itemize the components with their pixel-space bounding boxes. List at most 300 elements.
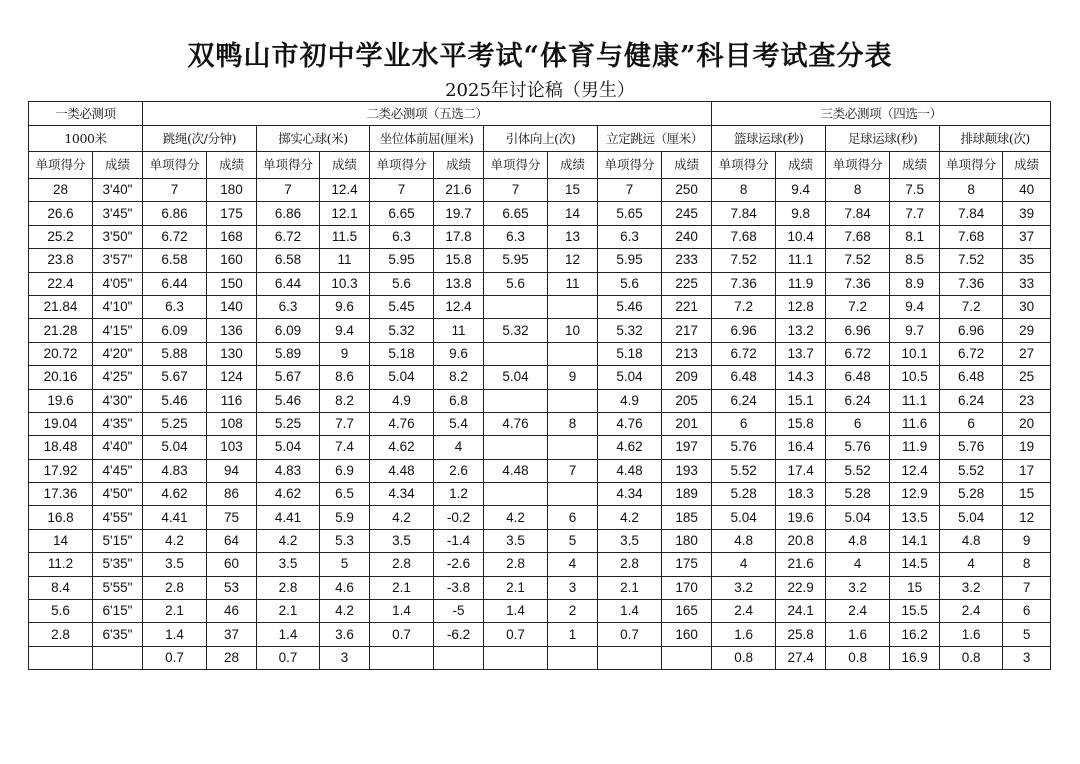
score-cell: 1.6 (826, 623, 890, 646)
score-cell: 7.36 (712, 272, 776, 295)
score-cell: 6.24 (940, 389, 1003, 412)
result-cell: 9 (320, 342, 370, 365)
score-cell: 4.34 (370, 483, 434, 506)
score-cell: 2.1 (143, 600, 207, 623)
score-cell: 6 (940, 412, 1003, 435)
score-cell: 5.18 (370, 342, 434, 365)
result-cell: 94 (207, 459, 257, 482)
score-cell: 5.28 (712, 483, 776, 506)
result-cell: 27 (1003, 342, 1051, 365)
result-cell: 180 (662, 529, 712, 552)
score-cell: 4.41 (257, 506, 320, 529)
result-cell: 108 (207, 412, 257, 435)
score-cell: 6.44 (257, 272, 320, 295)
score-cell: 6.48 (940, 366, 1003, 389)
result-cell: 180 (207, 179, 257, 202)
result-cell: 8.1 (890, 225, 940, 248)
result-cell: 3'45" (93, 202, 143, 225)
result-cell: 201 (662, 412, 712, 435)
result-cell: 21.6 (434, 179, 484, 202)
result-cell: 175 (662, 553, 712, 576)
result-cell: 18.3 (776, 483, 826, 506)
score-cell: 7.2 (712, 295, 776, 318)
result-cell: 209 (662, 366, 712, 389)
score-cell (29, 646, 93, 669)
score-cell: 4.8 (940, 529, 1003, 552)
score-cell: 7.52 (712, 249, 776, 272)
score-cell: 6.24 (712, 389, 776, 412)
score-cell: 22.4 (29, 272, 93, 295)
score-cell: 0.7 (598, 623, 662, 646)
score-cell: 4.2 (370, 506, 434, 529)
score-cell: 5.25 (143, 412, 207, 435)
event-header-cell: 1000米 (29, 126, 143, 152)
score-cell: 1.4 (370, 600, 434, 623)
score-cell: 5.18 (598, 342, 662, 365)
score-cell: 5.46 (143, 389, 207, 412)
result-cell: 6'15" (93, 600, 143, 623)
result-cell: 4'55" (93, 506, 143, 529)
result-cell: -5 (434, 600, 484, 623)
score-column-header: 单项得分 (370, 152, 434, 179)
score-cell: 0.7 (143, 646, 207, 669)
score-cell: 5.45 (370, 295, 434, 318)
score-cell: 4.2 (484, 506, 548, 529)
score-table (28, 101, 1051, 670)
result-cell: 233 (662, 249, 712, 272)
score-cell: 6.72 (826, 342, 890, 365)
result-cell (548, 342, 598, 365)
result-cell: 160 (662, 623, 712, 646)
result-cell: 12 (548, 249, 598, 272)
result-cell: 13.5 (890, 506, 940, 529)
score-cell: 2.8 (484, 553, 548, 576)
result-cell: 15.8 (776, 412, 826, 435)
score-cell: 5.95 (598, 249, 662, 272)
result-cell: 27.4 (776, 646, 826, 669)
result-cell: 15.1 (776, 389, 826, 412)
score-column-header: 单项得分 (143, 152, 207, 179)
result-cell: 21.6 (776, 553, 826, 576)
result-cell: 37 (207, 623, 257, 646)
result-cell: 11.1 (890, 389, 940, 412)
score-cell (484, 646, 548, 669)
result-cell: 8.9 (890, 272, 940, 295)
result-cell: 15 (548, 179, 598, 202)
table-row (29, 272, 1051, 295)
result-cell: 217 (662, 319, 712, 342)
score-cell: 11.2 (29, 553, 93, 576)
score-cell: 4.76 (598, 412, 662, 435)
score-cell: 6.58 (257, 249, 320, 272)
table-row (29, 412, 1051, 435)
score-column-header: 单项得分 (712, 152, 776, 179)
score-cell: 4 (712, 553, 776, 576)
score-cell: 8 (940, 179, 1003, 202)
score-cell: 3.5 (484, 529, 548, 552)
score-cell (484, 295, 548, 318)
score-cell: 7.84 (712, 202, 776, 225)
result-cell: 10.5 (890, 366, 940, 389)
result-cell: 60 (207, 553, 257, 576)
score-cell: 8 (712, 179, 776, 202)
score-cell: 5.46 (257, 389, 320, 412)
event-header-cell: 排球颠球(次) (940, 126, 1051, 152)
score-cell: 1.4 (598, 600, 662, 623)
score-cell: 5.89 (257, 342, 320, 365)
table-row (29, 646, 1051, 669)
score-cell: 4 (940, 553, 1003, 576)
score-cell: 5.04 (826, 506, 890, 529)
score-cell: 7.68 (940, 225, 1003, 248)
score-cell: 25.2 (29, 225, 93, 248)
score-cell: 5.76 (712, 436, 776, 459)
score-cell: 7.84 (826, 202, 890, 225)
result-cell: 5'15" (93, 529, 143, 552)
result-column-header: 成绩 (890, 152, 940, 179)
result-cell: 75 (207, 506, 257, 529)
score-cell: 5.76 (826, 436, 890, 459)
result-cell: 9.4 (890, 295, 940, 318)
result-cell: 4'50" (93, 483, 143, 506)
result-cell: 1 (548, 623, 598, 646)
result-cell: 9.6 (320, 295, 370, 318)
result-cell (434, 646, 484, 669)
result-cell: 6.5 (320, 483, 370, 506)
score-cell: 6.96 (940, 319, 1003, 342)
score-cell: 18.48 (29, 436, 93, 459)
result-cell: 3 (548, 576, 598, 599)
result-cell: 205 (662, 389, 712, 412)
score-cell: 20.16 (29, 366, 93, 389)
score-cell: 5.04 (598, 366, 662, 389)
result-cell: 17.8 (434, 225, 484, 248)
result-cell: 8.2 (434, 366, 484, 389)
result-cell: 8.5 (890, 249, 940, 272)
score-cell: 5.6 (598, 272, 662, 295)
score-cell: 16.8 (29, 506, 93, 529)
event-header-cell: 引体向上(次) (484, 126, 598, 152)
score-cell: 2.8 (29, 623, 93, 646)
score-cell: 19.6 (29, 389, 93, 412)
result-cell: 3'57" (93, 249, 143, 272)
score-cell (484, 436, 548, 459)
score-cell: 4.9 (598, 389, 662, 412)
score-cell: 4.34 (598, 483, 662, 506)
score-cell: 2.8 (370, 553, 434, 576)
score-cell: 2.8 (598, 553, 662, 576)
result-cell: 4'45" (93, 459, 143, 482)
score-cell: 26.6 (29, 202, 93, 225)
table-row (29, 436, 1051, 459)
result-cell: 7.7 (320, 412, 370, 435)
score-cell: 1.4 (143, 623, 207, 646)
score-cell: 6.3 (598, 225, 662, 248)
table-row (29, 459, 1051, 482)
event-header-cell: 足球运球(秒) (826, 126, 940, 152)
score-cell: 5.04 (484, 366, 548, 389)
group-header-row (29, 102, 1051, 126)
result-cell (548, 436, 598, 459)
result-cell: 11.6 (890, 412, 940, 435)
score-cell: 6.72 (940, 342, 1003, 365)
score-cell: 4.76 (484, 412, 548, 435)
score-cell: 0.8 (826, 646, 890, 669)
score-cell: 5.6 (370, 272, 434, 295)
table-row (29, 576, 1051, 599)
score-cell: 4.62 (257, 483, 320, 506)
table-row (29, 249, 1051, 272)
score-cell: 7 (143, 179, 207, 202)
score-cell: 3.5 (143, 553, 207, 576)
score-cell: 7 (257, 179, 320, 202)
score-cell: 6.3 (370, 225, 434, 248)
result-cell: 11.1 (776, 249, 826, 272)
score-column-header: 单项得分 (257, 152, 320, 179)
score-column-header: 单项得分 (29, 152, 93, 179)
result-cell: 6.8 (434, 389, 484, 412)
score-cell: 5.6 (29, 600, 93, 623)
score-cell: 7 (598, 179, 662, 202)
score-column-header: 单项得分 (940, 152, 1003, 179)
result-cell: 22.9 (776, 576, 826, 599)
score-cell: 4.9 (370, 389, 434, 412)
score-cell: 2.4 (712, 600, 776, 623)
score-cell: 5.52 (826, 459, 890, 482)
score-cell (370, 646, 434, 669)
table-row (29, 483, 1051, 506)
result-cell: 14.3 (776, 366, 826, 389)
result-cell: 5'55" (93, 576, 143, 599)
score-cell: 8 (826, 179, 890, 202)
score-cell: 5.95 (484, 249, 548, 272)
score-cell: 23.8 (29, 249, 93, 272)
result-cell: 3'40" (93, 179, 143, 202)
score-cell: 5.67 (143, 366, 207, 389)
score-cell: 5.95 (370, 249, 434, 272)
result-cell: 16.9 (890, 646, 940, 669)
result-cell: 168 (207, 225, 257, 248)
result-cell: 5.4 (434, 412, 484, 435)
result-cell: 2.6 (434, 459, 484, 482)
table-row (29, 529, 1051, 552)
score-cell: 5.28 (940, 483, 1003, 506)
table-row (29, 295, 1051, 318)
score-cell: 5.76 (940, 436, 1003, 459)
result-cell: 170 (662, 576, 712, 599)
score-cell: 6.58 (143, 249, 207, 272)
result-cell: 11.9 (890, 436, 940, 459)
score-cell: 5.32 (598, 319, 662, 342)
result-cell: 25.8 (776, 623, 826, 646)
score-cell: 21.84 (29, 295, 93, 318)
score-cell: 4.2 (143, 529, 207, 552)
result-cell: 5 (548, 529, 598, 552)
score-cell: 2.1 (598, 576, 662, 599)
score-cell: 5.04 (940, 506, 1003, 529)
score-cell: 17.36 (29, 483, 93, 506)
score-cell: 3.5 (257, 553, 320, 576)
result-cell: 175 (207, 202, 257, 225)
result-cell: 130 (207, 342, 257, 365)
score-cell: 7.52 (826, 249, 890, 272)
result-cell: 8 (548, 412, 598, 435)
score-cell: 4 (826, 553, 890, 576)
score-cell: 6.96 (826, 319, 890, 342)
table-row (29, 319, 1051, 342)
score-cell: 4.83 (257, 459, 320, 482)
score-cell: 7.2 (826, 295, 890, 318)
result-cell: 165 (662, 600, 712, 623)
score-cell: 3.2 (712, 576, 776, 599)
result-cell: 193 (662, 459, 712, 482)
score-cell: 21.28 (29, 319, 93, 342)
result-cell: 9 (548, 366, 598, 389)
result-cell: 13 (548, 225, 598, 248)
result-cell: 33 (1003, 272, 1051, 295)
result-cell: 10.4 (776, 225, 826, 248)
result-cell: 160 (207, 249, 257, 272)
score-cell: 17.92 (29, 459, 93, 482)
result-cell: 3 (1003, 646, 1051, 669)
score-cell: 14 (29, 529, 93, 552)
result-cell: 86 (207, 483, 257, 506)
score-cell: 4.62 (370, 436, 434, 459)
result-cell: 11 (434, 319, 484, 342)
result-cell: 11 (320, 249, 370, 272)
result-cell: 13.8 (434, 272, 484, 295)
result-cell: 7.7 (890, 202, 940, 225)
result-cell: 10 (548, 319, 598, 342)
score-cell: 6.3 (143, 295, 207, 318)
score-cell: 5.28 (826, 483, 890, 506)
result-cell: 221 (662, 295, 712, 318)
document-title: 双鸭山市初中学业水平考试“体育与健康”科目考试查分表 (187, 41, 893, 72)
result-column-header: 成绩 (434, 152, 484, 179)
score-column-header: 单项得分 (598, 152, 662, 179)
score-cell: 5.88 (143, 342, 207, 365)
result-cell: 17.4 (776, 459, 826, 482)
result-cell: 7 (1003, 576, 1051, 599)
result-cell (548, 295, 598, 318)
result-cell: 240 (662, 225, 712, 248)
result-cell: 213 (662, 342, 712, 365)
result-cell: 9.4 (776, 179, 826, 202)
result-cell: -2.6 (434, 553, 484, 576)
result-cell: 7.5 (890, 179, 940, 202)
score-cell: 7.36 (940, 272, 1003, 295)
result-cell: 13.2 (776, 319, 826, 342)
result-cell: 13.7 (776, 342, 826, 365)
event-header-row (29, 126, 1051, 152)
result-cell: 1.2 (434, 483, 484, 506)
result-cell: 39 (1003, 202, 1051, 225)
result-cell: 189 (662, 483, 712, 506)
result-cell: 4'20" (93, 342, 143, 365)
score-cell: 1.4 (484, 600, 548, 623)
result-cell: 14.5 (890, 553, 940, 576)
score-cell: 4.8 (712, 529, 776, 552)
result-cell: 6'35" (93, 623, 143, 646)
result-cell: 8.2 (320, 389, 370, 412)
score-cell: 5.04 (257, 436, 320, 459)
result-cell: 11.9 (776, 272, 826, 295)
score-cell: 4.2 (598, 506, 662, 529)
result-cell: 5.9 (320, 506, 370, 529)
score-cell: 3.2 (940, 576, 1003, 599)
result-cell: 10.3 (320, 272, 370, 295)
score-cell: 6.48 (712, 366, 776, 389)
score-cell: 6 (712, 412, 776, 435)
score-cell: 6.72 (712, 342, 776, 365)
score-cell: 6.86 (143, 202, 207, 225)
result-cell: 35 (1003, 249, 1051, 272)
score-cell: 5.04 (143, 436, 207, 459)
score-cell: 1.6 (712, 623, 776, 646)
result-cell: 5 (320, 553, 370, 576)
result-column-header: 成绩 (662, 152, 712, 179)
table-row (29, 389, 1051, 412)
result-cell: 4.6 (320, 576, 370, 599)
score-cell: 5.65 (598, 202, 662, 225)
score-cell: 5.52 (940, 459, 1003, 482)
result-cell: 10.1 (890, 342, 940, 365)
result-cell: 197 (662, 436, 712, 459)
result-cell: 3 (320, 646, 370, 669)
score-cell: 20.72 (29, 342, 93, 365)
result-cell: 12.8 (776, 295, 826, 318)
score-cell: 0.7 (484, 623, 548, 646)
result-cell: 23 (1003, 389, 1051, 412)
result-cell: 103 (207, 436, 257, 459)
result-cell: 14 (548, 202, 598, 225)
result-cell: 136 (207, 319, 257, 342)
result-cell: 4'30" (93, 389, 143, 412)
score-cell: 7.68 (712, 225, 776, 248)
score-cell (484, 483, 548, 506)
result-cell: 29 (1003, 319, 1051, 342)
result-cell: 9.7 (890, 319, 940, 342)
score-cell: 3.5 (598, 529, 662, 552)
score-cell: 2.8 (143, 576, 207, 599)
result-cell: 16.2 (890, 623, 940, 646)
result-cell: 15.5 (890, 600, 940, 623)
result-cell: 7.4 (320, 436, 370, 459)
score-cell: 0.8 (712, 646, 776, 669)
score-cell: 6.48 (826, 366, 890, 389)
score-cell: 5.32 (484, 319, 548, 342)
score-cell: 6.09 (143, 319, 207, 342)
table-row (29, 179, 1051, 202)
score-cell: 5.6 (484, 272, 548, 295)
result-cell: 6 (548, 506, 598, 529)
score-cell: 5.67 (257, 366, 320, 389)
score-cell: 2.4 (940, 600, 1003, 623)
score-column-header: 单项得分 (484, 152, 548, 179)
event-header-cell: 立定跳远（厘米） (598, 126, 712, 152)
result-column-header: 成绩 (320, 152, 370, 179)
score-cell: 7.52 (940, 249, 1003, 272)
score-cell: 2.8 (257, 576, 320, 599)
result-column-header: 成绩 (1003, 152, 1051, 179)
result-cell: 15 (1003, 483, 1051, 506)
score-cell: 4.83 (143, 459, 207, 482)
result-cell: 11 (548, 272, 598, 295)
result-cell: 30 (1003, 295, 1051, 318)
table-row (29, 366, 1051, 389)
result-cell: 25 (1003, 366, 1051, 389)
result-cell: -6.2 (434, 623, 484, 646)
